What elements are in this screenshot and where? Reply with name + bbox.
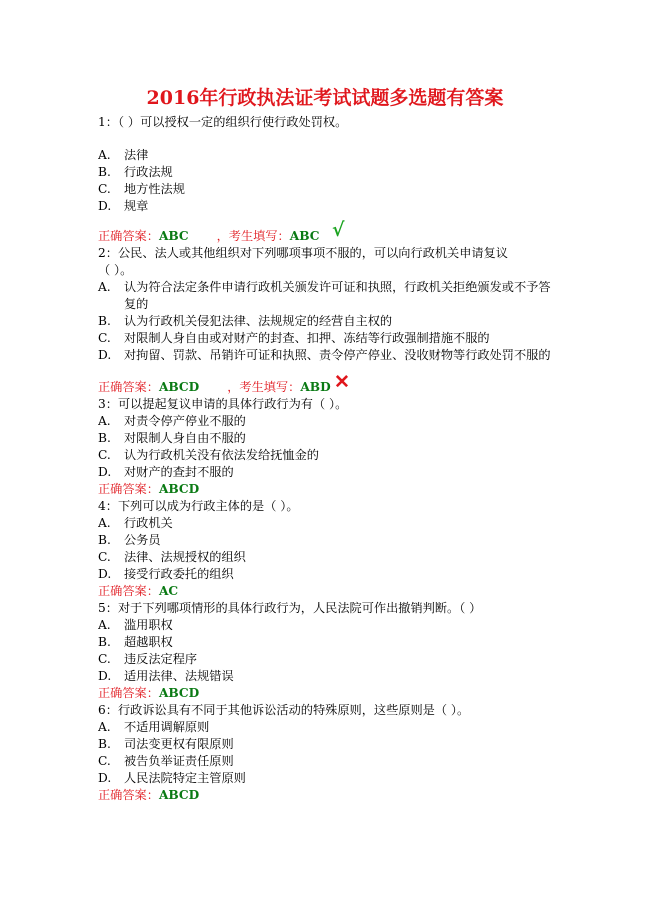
option-d: D. 对拘留、罚款、吊销许可证和执照、责令停产停业、没收财物等行政处罚不服的	[98, 348, 551, 362]
correct-answer-label: 正确答案：	[98, 380, 159, 394]
question-list	[98, 114, 558, 804]
option-c: C. 认为行政机关没有依法发给抚恤金的	[98, 448, 319, 462]
correct-answer-value: ABC	[158, 229, 189, 243]
question-text: 4：下列可以成为行政主体的是（ ）。	[98, 499, 299, 513]
option-c: C. 被告负举证责任原则	[98, 754, 234, 768]
correct-answer-value: ABCD	[158, 380, 200, 394]
question-4	[98, 498, 558, 600]
answer-line	[98, 481, 558, 498]
option-c: C. 违反法定程序	[98, 652, 198, 666]
option-d: D. 适用法律、法规错误	[98, 669, 234, 683]
option-a: A. 法律	[98, 148, 149, 162]
correct-answer-label: 正确答案：	[98, 584, 159, 598]
document-title: 2016年行政执法证考试试题多选题有答案	[146, 87, 504, 109]
option-b: B. 对限制人身自由不服的	[98, 431, 246, 445]
filled-answer-label: ，考生填写：	[216, 229, 290, 243]
question-text: 1：（ ）可以授权一定的组织行使行政处罚权。	[98, 115, 348, 129]
option-b: B. 超越职权	[98, 635, 173, 649]
option-c: C. 地方性法规	[98, 182, 185, 196]
correct-answer-value: ABCD	[158, 482, 200, 496]
filled-answer-value: ABC	[289, 229, 320, 243]
correct-answer-label: 正确答案：	[98, 229, 159, 243]
option-b: B. 公务员	[98, 533, 161, 547]
option-d: D. 对财产的查封不服的	[98, 465, 234, 479]
question-text: 5：对于下列哪项情形的具体行政行为，人民法院可作出撤销判断。（ ）	[98, 601, 482, 615]
option-b: B. 认为行政机关侵犯法律、法规规定的经营自主权的	[98, 314, 393, 328]
answer-line	[98, 371, 558, 396]
option-c: C. 对限制人身自由或对财产的封查、扣押、冻结等行政强制措施不服的	[98, 331, 490, 345]
question-text: 3：可以提起复议申请的具体行政行为有（ ）。	[98, 397, 348, 411]
cross-mark-icon: ✕	[334, 371, 350, 393]
filled-answer-label: ，考生填写：	[227, 380, 301, 394]
option-a: A. 滥用职权	[98, 618, 173, 632]
answer-line	[98, 787, 558, 804]
correct-answer-value: ABCD	[158, 686, 200, 700]
correct-answer-value: AC	[158, 584, 179, 598]
question-text-continued: （ ）。	[98, 263, 133, 277]
correct-answer-label: 正确答案：	[98, 686, 159, 700]
question-6	[98, 702, 558, 804]
option-a: A. 行政机关	[98, 516, 173, 530]
question-2	[98, 245, 558, 396]
answer-line	[98, 583, 558, 600]
answer-line	[98, 685, 558, 702]
option-a: A. 不适用调解原则	[98, 720, 210, 734]
question-text: 6：行政诉讼具有不同于其他诉讼活动的特殊原则，这些原则是（ ）。	[98, 703, 470, 717]
question-text: 2：公民、法人或其他组织对下列哪项事项不服的，可以向行政机关申请复议	[98, 246, 508, 260]
option-a: A. 认为符合法定条件申请行政机关颁发许可证和执照，行政机关拒绝颁发或不予答复的	[98, 280, 551, 311]
option-b: B. 行政法规	[98, 165, 173, 179]
filled-answer-value: ABD	[300, 380, 331, 394]
correct-answer-label: 正确答案：	[98, 788, 159, 802]
option-a: A. 对责令停产停业不服的	[98, 414, 246, 428]
correct-answer-value: ABCD	[158, 788, 200, 802]
option-b: B. 司法变更权有限原则	[98, 737, 234, 751]
check-mark-icon: √	[332, 219, 345, 241]
correct-answer-label: 正确答案：	[98, 482, 159, 496]
option-d: D. 人民法院特定主管原则	[98, 771, 246, 785]
option-c: C. 法律、法规授权的组织	[98, 550, 246, 564]
answer-line	[98, 219, 558, 245]
question-5	[98, 600, 558, 702]
option-d: D. 规章	[98, 199, 149, 213]
question-3	[98, 396, 558, 498]
option-d: D. 接受行政委托的组织	[98, 567, 234, 581]
question-1	[98, 114, 558, 245]
